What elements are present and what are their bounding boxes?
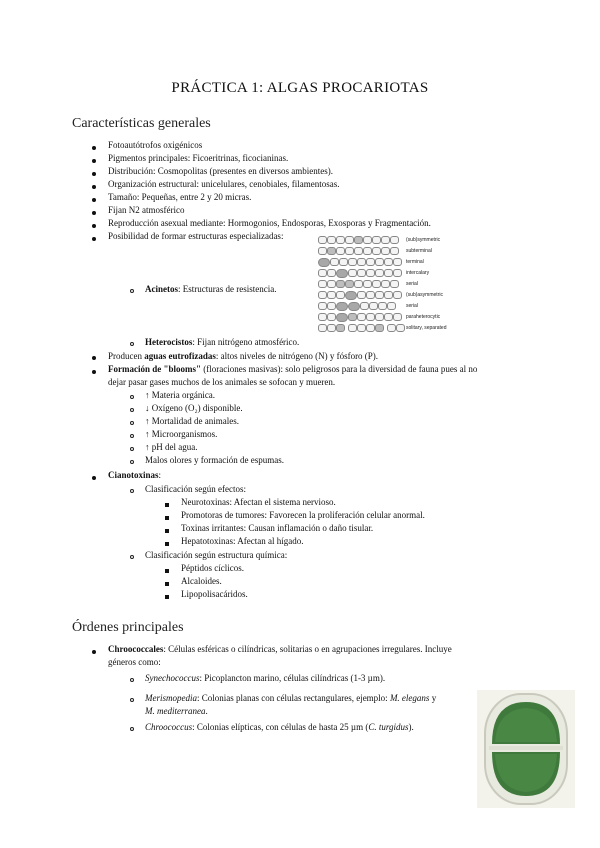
quimica-label: Clasificación según estructura química: — [145, 550, 288, 560]
chroococcales-item: Chroococcales: Células esféricas o cilíndricas, solitarias o en agrupaciones irregulares. Incluye — [108, 644, 452, 654]
list-item: Fotoautótrofos oxigénicos — [108, 140, 203, 150]
diagram-label: subterminal — [406, 248, 432, 254]
section-heading-caracteristicas: Características generales — [72, 116, 211, 131]
blooms-effect: ↑ Mortalidad de animales. — [145, 416, 239, 426]
efecto-item: Hepatotoxinas: Afectan al hígado. — [181, 536, 304, 546]
diagram-label: (sub)symmetric — [406, 237, 441, 243]
blooms-effect: Malos olores y formación de espumas. — [145, 455, 284, 465]
genus-merismopedia-cont: M. mediterranea. — [145, 706, 208, 716]
diagram-label: paraheterocytic — [406, 314, 441, 320]
list-item: Fijan N2 atmosférico — [108, 205, 185, 215]
bullet — [92, 650, 96, 654]
blooms-effect: ↑ Microorganismos. — [145, 429, 218, 439]
sub-bullet — [130, 727, 134, 731]
diagram-label: (sub)asymmetric — [406, 292, 443, 298]
sub-bullet — [130, 698, 134, 702]
list-item: Tamaño: Pequeñas, entre 2 y 20 micras. — [108, 192, 252, 202]
list-item: Distribución: Cosmopolitas (presentes en diversos ambientes). — [108, 166, 333, 176]
bullet — [92, 476, 96, 480]
quimica-item: Lipopolisacáridos. — [181, 589, 248, 599]
efectos-label: Clasificación según efectos: — [145, 484, 246, 494]
genus-chroococcus: Chroococcus: Colonias elípticas, con células de hasta 25 µm (C. turgidus). — [145, 722, 414, 732]
cianotoxinas-item: Cianotoxinas: — [108, 470, 162, 480]
bullet — [92, 224, 96, 228]
aguas-item: Producen aguas eutrofizadas: altos niveles de nitrógeno (N) y fósforo (P). — [108, 351, 379, 361]
genus-merismopedia: Merismopedia: Colonias planas con células rectangulares, ejemplo: M. elegans y — [145, 693, 437, 703]
bullet — [92, 198, 96, 202]
sub-bullet — [130, 342, 134, 346]
quimica-item: Alcaloides. — [181, 576, 222, 586]
genus-synechococcus: Synechococcus: Picoplancton marino, células cilíndricas (1-3 µm). — [145, 673, 386, 683]
bullet — [92, 237, 96, 241]
square-bullet — [165, 582, 169, 586]
quimica-item: Péptidos cíclicos. — [181, 563, 244, 573]
sub-bullet — [130, 489, 134, 493]
bullet — [92, 159, 96, 163]
sub-bullet — [130, 434, 134, 438]
sub-bullet — [130, 395, 134, 399]
diagram-label: serial — [406, 281, 418, 287]
square-bullet — [165, 516, 169, 520]
blooms-effect: ↑ Materia orgánica. — [145, 390, 216, 400]
bullet — [92, 146, 96, 150]
page-title: PRÁCTICA 1: ALGAS PROCARIOTAS — [171, 80, 429, 96]
sub-bullet — [130, 678, 134, 682]
efecto-item: Neurotoxinas: Afectan el sistema nervioso. — [181, 497, 336, 507]
square-bullet — [165, 595, 169, 599]
square-bullet — [165, 529, 169, 533]
list-item: Organización estructural: unicelulares, cenobiales, filamentosas. — [108, 179, 340, 189]
list-item: Pigmentos principales: Ficoeritrinas, ficocianinas. — [108, 153, 289, 163]
chroococcus-micrograph — [477, 690, 575, 808]
efecto-item: Toxinas irritantes: Causan inflamación o daño tisular. — [181, 523, 374, 533]
blooms-item-cont: dejar pasar gases muchos de los animales se sofocan y mueren. — [108, 377, 336, 387]
acinetos-item: Acinetos: Estructuras de resistencia. — [145, 284, 277, 294]
sub-bullet — [130, 421, 134, 425]
sub-bullet — [130, 408, 134, 412]
heterocistos-item: Heterocistos: Fijan nitrógeno atmosférico. — [145, 337, 300, 347]
blooms-item: Formación de "blooms" (floraciones masivas): solo peligrosos para la diversidad de fauna pues al no — [108, 364, 478, 374]
diagram-label: serial — [406, 303, 418, 309]
bullet — [92, 172, 96, 176]
diagram-label: intercalary — [406, 270, 430, 276]
blooms-effect: ↓ Oxígeno (O₂) disponible. — [145, 403, 243, 413]
square-bullet — [165, 569, 169, 573]
diagram-label: solitary, separated — [406, 325, 447, 331]
square-bullet — [165, 503, 169, 507]
efecto-item: Promotoras de tumores: Favorecen la proliferación celular anormal. — [181, 510, 425, 520]
bullet — [92, 211, 96, 215]
section-heading-ordenes: Órdenes principales — [72, 620, 184, 635]
sub-bullet — [130, 460, 134, 464]
bullet — [92, 185, 96, 189]
chroococcales-item-cont: géneros como: — [108, 657, 161, 667]
blooms-effect: ↑ pH del agua. — [145, 442, 198, 452]
heterocyst-position-diagram — [318, 234, 470, 338]
square-bullet — [165, 542, 169, 546]
bullet — [92, 370, 96, 374]
bullet — [92, 356, 96, 360]
sub-bullet — [130, 555, 134, 559]
list-item: Reproducción asexual mediante: Hormogonios, Endosporas, Exosporas y Fragmentación. — [108, 218, 431, 228]
list-item: Posibilidad de formar estructuras especializadas: — [108, 231, 284, 241]
sub-bullet — [130, 289, 134, 293]
sub-bullet — [130, 447, 134, 451]
diagram-label: terminal — [406, 259, 424, 265]
